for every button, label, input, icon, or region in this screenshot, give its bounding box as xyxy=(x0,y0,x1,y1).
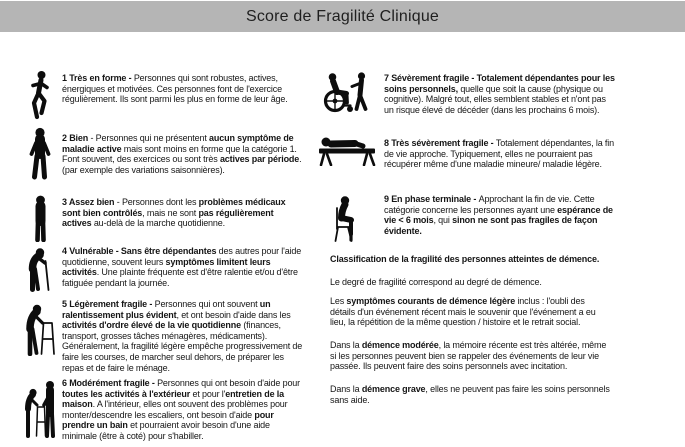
title-bar xyxy=(0,1,685,32)
severe-dementia-paragraph: Dans la démence grave, elles ne peuvent pas faire les soins personnels sans aide. xyxy=(330,384,610,405)
frailty-item-8-text: 8 Très sévèrement fragile - Totalement dépendantes, la fin de vie approche. Typiquement, elles ne pourraient pas récupérer même d'une maladie mineure/ maladie légère. xyxy=(384,138,614,170)
running-person-icon xyxy=(28,70,51,120)
frailty-item-5-text: 5 Légèrement fragile - Personnes qui ont souvent un ralentissement plus évident, et ont besoin d'aide dans les activités d'ordre élevé de la vie quotidienne (finances, transport, grosses tâches ménagères, médicaments). Généralement, la fragilité légère empêche progressivement de faire les courses, de marcher seul dehors, de préparer les repas et de faire le ménage. xyxy=(62,299,303,373)
frailty-item-9-text: 9 En phase terminale - Approchant la fin de vie. Cette catégorie concerne les personnes ayant une espérance de vie < 6 mois, qui sinon ne sont pas fragiles de façon évidente. xyxy=(384,194,613,236)
two-people-with-walker-icon xyxy=(25,379,57,438)
standing-person-icon xyxy=(30,195,51,242)
moderate-dementia-paragraph: Dans la démence modérée, la mémoire récente est très altérée, même si les personnes peuvent bien se rappeler des événements de leur vie passée. Ils peuvent faire des soins personnels avec incitation. xyxy=(330,340,607,372)
frailty-item-1-text: 1 Très en forme - Personnes qui sont robustes, actives, énergiques et motivées. Ces personnes font de l'exercice régulièrement. Ils sont parmi les plus en forme de leur âge. xyxy=(62,73,288,105)
person-with-walker-icon xyxy=(25,303,55,356)
walking-person-icon xyxy=(27,127,53,180)
frailty-item-4-text: 4 Vulnérable - Sans être dépendantes des autres pour l'aide quotidienne, souvent leurs symptômes limitent leurs activités. Une plainte fréquente est d'être ralentie et/ou d'être fatiguée pendant la journée. xyxy=(62,246,302,288)
wheelchair-person-icon xyxy=(319,70,375,114)
person-in-bed-icon xyxy=(317,131,378,166)
dementia-degree-text: Le degré de fragilité correspond au degré de démence. xyxy=(330,277,542,287)
mild-dementia-paragraph: Les symptômes courants de démence légère inclus : l'oubli des détails d'un événement récent mais le souvenir que l'événement a eu lieu, la répétition de la même question / histoire et le retrait social. xyxy=(330,296,596,328)
person-sitting-icon xyxy=(329,195,360,243)
frailty-item-7-text: 7 Sévèrement fragile - Totalement dépendantes pour les soins personnels, quelle que soit la cause (physique ou cognitive). Malgré tout, elles semblent stables et n'ont pas un risque élevé de décéder (dans les prochains 6 mois). xyxy=(384,73,615,115)
page-title: Score de Fragilité Clinique xyxy=(245,7,440,25)
frailty-item-6-text: 6 Modérément fragile - Personnes qui ont besoin d'aide pour toutes les activités à l'extérieur et pour l'entretien de la maison. A l'intérieur, elles ont souvent des problèmes pour monter/descendre les escaliers, ont besoin d'aide pour prendre un bain et pourraient avoir besoin d'une aide minimale (être à coté) pour s'habiller. xyxy=(62,378,301,441)
frailty-item-2-text: 2 Bien - Personnes qui ne présentent aucun symptôme de maladie active mais sont moins en forme que la catégorie 1. Font souvent, des exercices ou sont très actives par période. (par exemple des variations saisonnières). xyxy=(62,133,302,175)
dementia-classification-heading: Classification de la fragilité des personnes atteintes de démence. xyxy=(330,254,600,264)
frailty-item-3-text: 3 Assez bien - Personnes dont les problèmes médicaux sont bien contrôlés, mais ne sont pas régulièrement actives au-delà de la marche quotidienne. xyxy=(62,197,286,229)
person-with-cane-icon xyxy=(26,246,53,292)
